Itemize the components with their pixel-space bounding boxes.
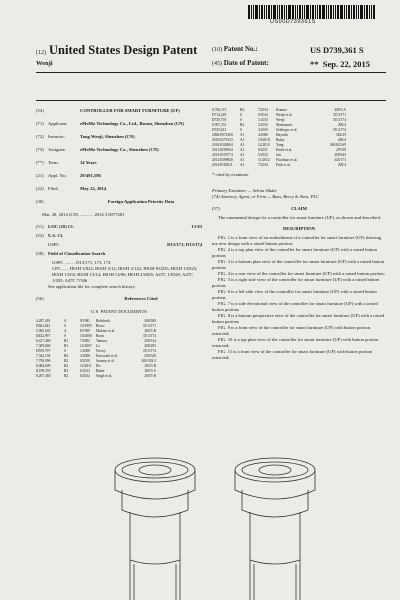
field-1: (71) Applicant: eMoMo Technology Co., Ltd., Bacun, Shenzhen (CN) [36,121,185,126]
us-patent-documents: U.S. PATENT DOCUMENTS [91,309,147,314]
reference-row: 2010/0270133 A1 10/2010 Baker 200/4 [212,138,346,142]
reference-table-left [36,319,202,379]
patent-type-title: (12) United States Design Patent [36,43,198,57]
us-classification: (52) U.S. Cl. [36,233,64,238]
reference-row: 7,790,996 B2 9/2010 Swamy et al. 200/318.2 [36,359,156,363]
right-column [212,108,386,361]
reference-row: 4,287,401 A 9/1981 Rohrbach 200/308 [36,319,156,323]
reference-row: 5,965,645 A 8/1999 Makino et al. 200/5 R [36,329,156,333]
fig-description-3: FIG. 3 is a bottom plan view of the controller for smart furniture (UF) with a raised button portion; [212,259,385,270]
fig-description-5: FIG. 5 is a right side view of the controller for smart furniture (UF) with a raised button portion; [212,277,380,288]
header-rule [36,72,386,73]
field-5: (21) Appl. No.: 29/491,586 [36,173,101,178]
left-column [36,108,202,379]
reference-row: 2011/0198094 A1 8/2011 Hsieh et al. 297/68 [212,148,346,152]
field-of-search: (58) Field of Classification Search [36,251,106,256]
reference-row: D432,997 S 10/2000 Bonn D13/174 [36,334,156,338]
drawing-left [115,458,195,600]
uspc-line: USPC D13/171; D13/174 [48,242,202,247]
reference-row: 8,207,460 B2 6/2012 Singh et al. 200/5 R [36,374,156,378]
references-cited: (56) References Cited [36,296,158,301]
reference-row: D714,229 S 9/2014 Wenji et al. D13/171 [212,113,346,117]
barcode-number: US00D739361S [270,19,316,25]
reference-row: 8,198,555 B2 6/2012 Baker 200/5 A [36,369,156,373]
reference-row: 8,766,115 B2 7/2014 Kramer 200/5 A [212,108,346,112]
field-3: (73) Assignee: eMoMo Technology Co., Shenzhen (CN) [36,147,159,152]
reference-row: 6,417,469 B1 7/2002 Tamura 200/314 [36,339,156,343]
claim-section: (57) CLAIM The ornamental design for a controller for smart furniture (UF), as shown and described. [212,206,381,220]
date-of-patent: (45) Date of Patent: ** Sep. 22, 2015 [212,59,370,69]
fig-description-7: FIG. 7 is a side elevational view of the controller for smart furniture (UF) with a raised button portion; [212,301,378,312]
fig-description-8: FIG. 8 is a bottom perspective view of the controller for smart furniture (UF) with a raised button portion; [212,313,385,324]
figure-descriptions [212,235,386,361]
field-6: (22) Filed: May 22, 2014 [36,186,107,191]
reference-row: 2014/0183011 A1 7/2014 Park et al. 200/4 [212,163,346,167]
fig-description-1: FIG. 1 is a front view of an embodiment of a controller for smart furniture (UF) showing my new design with a raised button portion; [212,235,382,246]
fig-description-11: FIG. 11 is a front view of the controller for smart furniture (UF) with button portion retracted; [212,349,373,360]
field-uspc: USPC ......... D13/171, 173, 174 [52,260,111,265]
fig-description-10: FIG. 10 is a top plan view of the controller for smart furniture (UF) with button portion retracted; [212,337,379,348]
reference-row: 2006/0072300 A1 4/2006 Hayashi 362/29 [212,133,346,137]
reference-row: D725,612 S 3/2015 Schlieper et al. D13/174 [212,128,346,132]
loc-classification: (51) LOC (10) Cl. 13-03 [36,224,202,229]
fig-description-6: FIG. 6 is a left side view of the controller for smart furniture (UF) with a raised button portion; [212,289,377,300]
drawing-right [235,458,315,600]
foreign-priority: (30) Foreign Application Priority Data [36,199,175,204]
design-drawings [100,450,330,600]
primary-examiner: Primary Examiner — Selina Sikder [212,188,278,193]
reference-row: D559,797 S 1/2008 Novoy D13/174 [36,349,156,353]
field-note: See application file for complete search history. [48,284,136,289]
field-cpc: CPC ...... H01H 3/022; H01H 3/12; H01H 3/122; H01H 9/0235; H01H 13/023; H01H 13/04; H01H 13/14; H01H 13/86; H01H 23/065; A47C 1/0345; A47C 1/035; A47C 7/506 [52,266,198,283]
fig-description-9: FIG. 9 is a front view of the controller for smart furniture (UF) with button portion retracted; [212,325,371,336]
reference-row: D720,705 S 1/2015 Wenji D13/174 [212,118,346,122]
header-rule-2 [36,100,386,101]
reference-row: 8,084,699 B2 12/2011 Ho 200/5 R [36,364,156,368]
patent-number: (10) Patent No.: US D739,361 S [212,45,364,55]
fig-description-4: FIG. 4 is a rear view of the controller for smart furniture (UF) with a raised button portion; [218,271,385,276]
description-title: DESCRIPTION [283,226,315,231]
reference-row: D362,841 S 10/1995 Rizzo D13/171 [36,324,156,328]
reference-row: 2012/0103774 A1 5/2012 Jan 200/345 [212,153,346,157]
reference-row: 2012/0299838 A1 11/2012 Flachbart et al. 345/173 [212,158,346,162]
reference-row: 8,957,331 B2 2/2015 Matsumoto 200/4 [212,123,346,127]
field-4: (**) Term: 14 Years [36,160,97,165]
reference-row: 2010/0328694 A1 12/2010 Yang 340/825.69 [212,143,346,147]
reference-row: 7,342,194 B2 3/2008 Karwoski et al. 200/329 [36,354,156,358]
reference-table-right [212,108,386,168]
fig-description-2: FIG. 2 is a top plan view of the controller for smart furniture (UF) with a raised button portion; [212,247,377,258]
field-0: (54) CONTROLLER FOR SMART FURNITURE (UF) [36,108,180,113]
field-2: (72) Inventor: Tang Wenji, Shenzhen (CN) [36,134,135,139]
inventor-short-name: Wenji [36,60,53,67]
barcode [248,5,386,19]
reference-row: 7,309,840 B1 12/2007 Le 200/293 [36,344,156,348]
attorney: (74) Attorney, Agent, or Firm — Bass, Berry & Sims, PLC [212,194,320,199]
cited-note: * cited by examiner [212,172,249,177]
foreign-priority-entry: Mar. 28, 2014 (CN) ............ 2014 3 0077481 [42,212,125,217]
